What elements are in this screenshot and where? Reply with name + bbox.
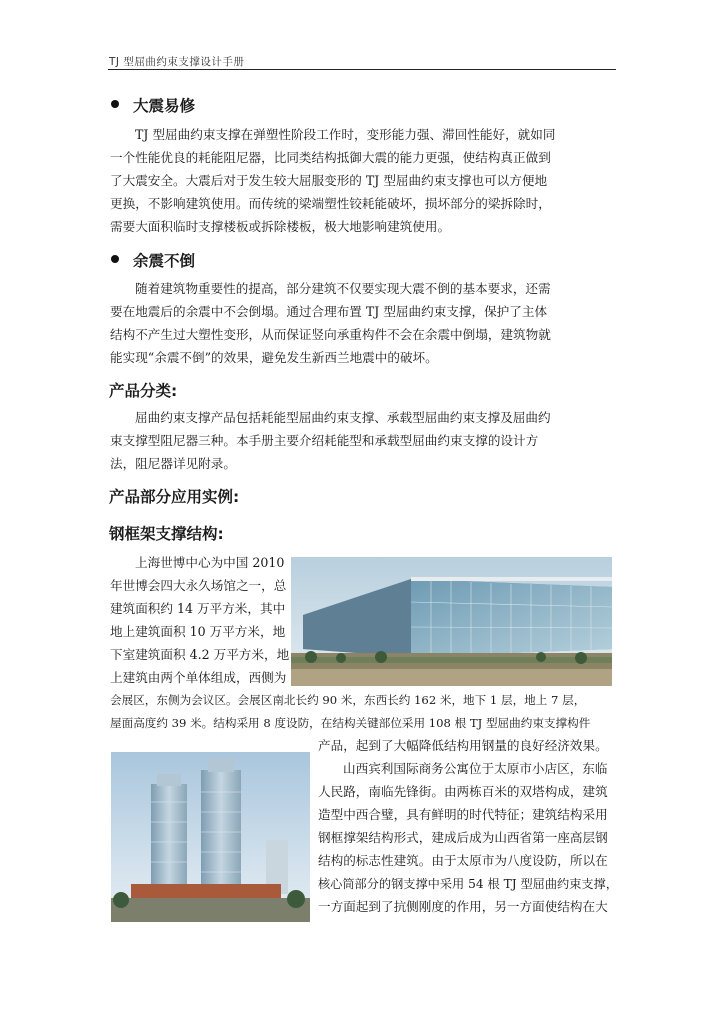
heading-major-earthquake-repairable: 大震易修 xyxy=(133,97,196,115)
paragraph-line: 年世博会四大永久场馆之一，总 xyxy=(110,578,287,593)
paragraph-line: 上海世博中心为中国 2010 xyxy=(135,555,285,570)
paragraph-line: 钢框撑架结构形式，建成后成为山西省第一座高层钢 xyxy=(318,830,608,845)
paragraph-line: 法，阻尼器详见附录。 xyxy=(110,456,236,471)
paragraph-line: 核心筒部分的钢支撑中采用 54 根 TJ 型屈曲约束支撑， xyxy=(318,877,618,891)
heading-application-examples: 产品部分应用实例: xyxy=(109,488,240,506)
paragraph-line: 屋面高度约 39 米。结构采用 8 度设防，在结构关键部位采用 108 根 TJ 型屈曲约束支撑构件 xyxy=(110,716,591,730)
bullet-icon xyxy=(111,100,119,108)
paragraph-line: 随着建筑物重要性的提高，部分建筑不仅要实现大震不倒的基本要求，还需 xyxy=(135,281,551,296)
paragraph-line: 要在地震后的余震中不会倒塌。通过合理布置 TJ 型屈曲约束支撑，保护了主体 xyxy=(110,304,548,319)
heading-product-classification: 产品分类: xyxy=(109,382,178,400)
paragraph-line: 需要大面积临时支撑楼板或拆除楼板，极大地影响建筑使用。 xyxy=(110,219,451,234)
paragraph-line: 结构不产生过大塑性变形，从而保证竖向承重构件不会在余震中倒塌，建筑物就 xyxy=(110,327,551,342)
paragraph-line: 建筑面积约 14 万平方米，其中 xyxy=(110,601,286,616)
paragraph-line: 会展区，东侧为会议区。会展区南北长约 90 米，东西长约 162 米，地下 1 层，地上 7 层， xyxy=(110,693,586,707)
paragraph-line: 造型中西合璧，具有鲜明的时代特征；建筑结构采用 xyxy=(318,807,608,822)
bullet-icon xyxy=(111,255,119,263)
paragraph-line: 一个性能优良的耗能阻尼器，比同类结构抵御大震的能力更强，使结构真正做到 xyxy=(110,150,551,165)
heading-steel-frame-braced: 钢框架支撑结构: xyxy=(109,525,224,543)
paragraph-line: 屈曲约束支撑产品包括耗能型屈曲约束支撑、承载型屈曲约束支撑及屈曲约 xyxy=(135,410,551,425)
paragraph-line: 一方面起到了抗侧刚度的作用，另一方面使结构在大 xyxy=(318,899,608,914)
paragraph-line: TJ 型屈曲约束支撑在弹塑性阶段工作时，变形能力强、滞回性能好，就如同 xyxy=(135,127,556,142)
shanghai-expo-center-photo xyxy=(291,557,612,686)
paragraph-line: 更换，不影响建筑使用。而传统的梁端塑性铰耗能破坏，损坏部分的梁拆除时， xyxy=(110,196,551,211)
paragraph-line: 能实现“余震不倒”的效果，避免发生新西兰地震中的破坏。 xyxy=(110,350,438,365)
header-rule xyxy=(108,69,616,70)
paragraph-line: 山西宾利国际商务公寓位于太原市小店区，东临 xyxy=(343,761,608,776)
paragraph-line: 人民路，南临先锋街。由两栋百米的双塔构成，建筑 xyxy=(318,784,608,799)
paragraph-line: 地上建筑面积 10 万平方米，地 xyxy=(110,624,286,639)
shanxi-twin-tower-photo xyxy=(111,752,310,922)
paragraph-line: 产品，起到了大幅降低结构用钢量的良好经济效果。 xyxy=(318,738,608,753)
paragraph-line: 结构的标志性建筑。由于太原市为八度设防，所以在 xyxy=(318,853,608,868)
paragraph-line: 下室建筑面积 4.2 万平方米，地 xyxy=(110,647,290,662)
heading-aftershock-no-collapse: 余震不倒 xyxy=(133,252,196,270)
paragraph-line: 束支撑型阻尼器三种。本手册主要介绍耗能型和承载型屈曲约束支撑的设计方 xyxy=(110,433,539,448)
running-header: TJ 型屈曲约束支撑设计手册 xyxy=(109,56,245,68)
paragraph-line: 上建筑由两个单体组成，西侧为 xyxy=(110,670,287,685)
paragraph-line: 了大震安全。大震后对于发生较大屈服变形的 TJ 型屈曲约束支撑也可以方便地 xyxy=(110,173,548,188)
